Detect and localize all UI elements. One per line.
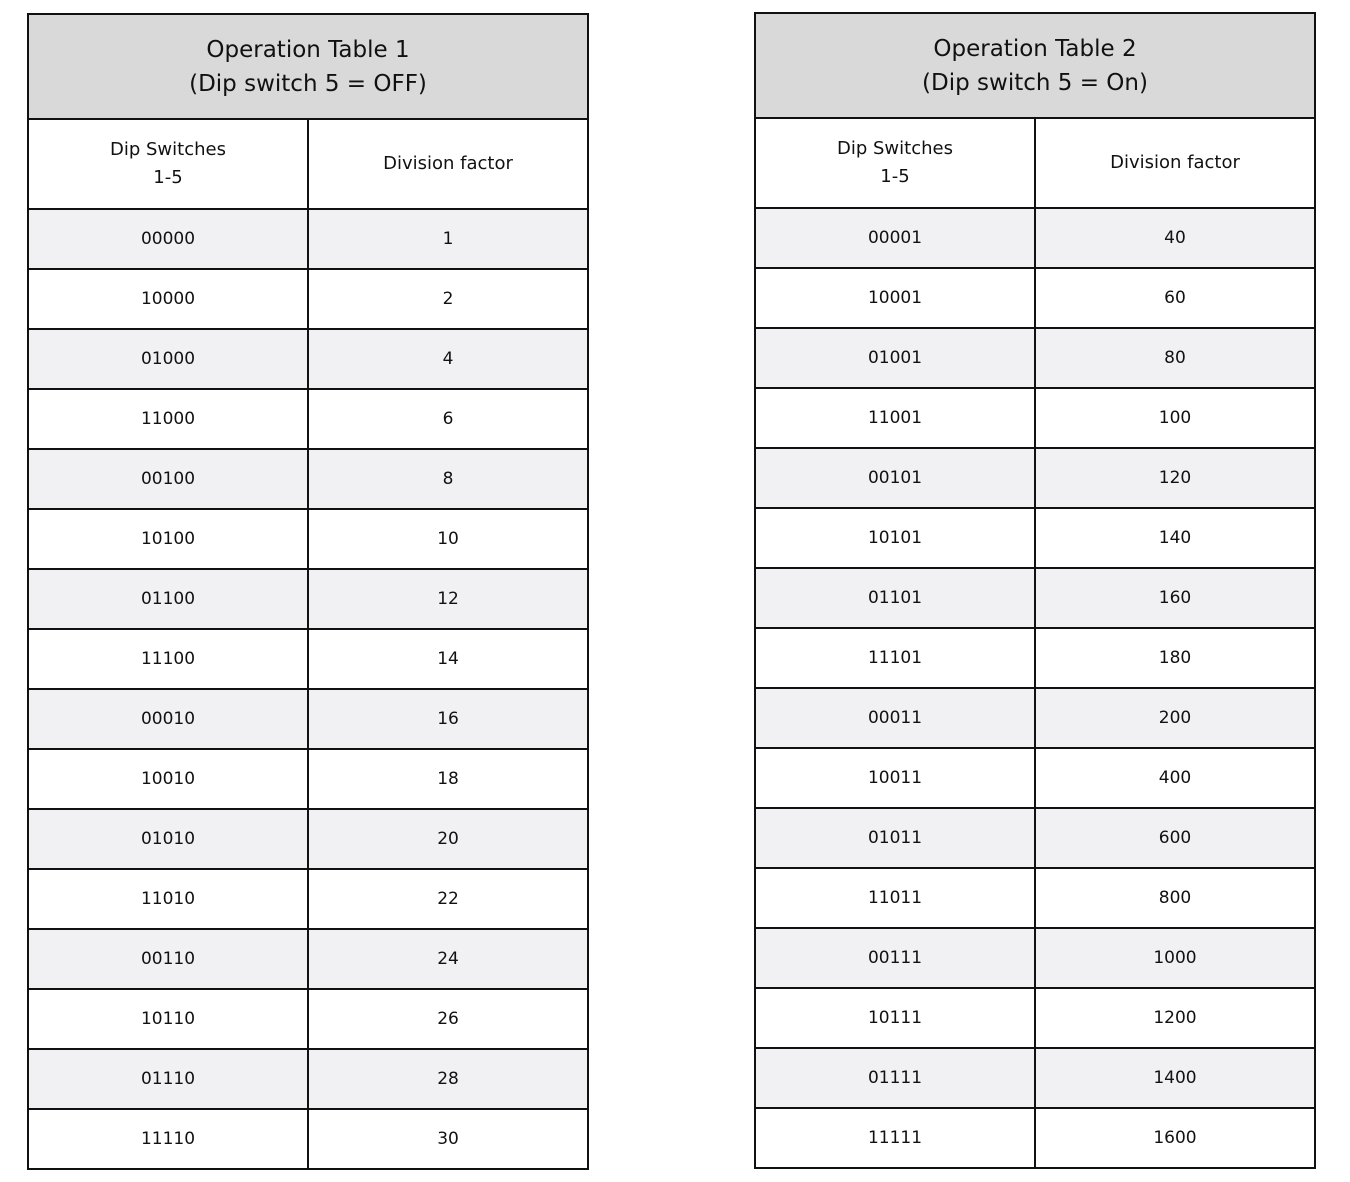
dip-switch-cell: 01111 [755, 1048, 1035, 1108]
table-title-line1: Operation Table 1 [206, 36, 410, 63]
dip-switch-cell: 11011 [755, 868, 1035, 928]
dip-switch-cell: 01010 [28, 809, 308, 869]
division-factor-cell: 200 [1035, 688, 1315, 748]
dip-switch-cell: 10111 [755, 988, 1035, 1048]
division-factor-cell: 60 [1035, 268, 1315, 328]
division-factor-cell: 1400 [1035, 1048, 1315, 1108]
table-title-line1: Operation Table 2 [933, 35, 1137, 62]
table-row [28, 989, 588, 1049]
table-row [28, 929, 588, 989]
table-row [28, 209, 588, 269]
division-factor-cell: 4 [308, 329, 588, 389]
division-factor-cell: 2 [308, 269, 588, 329]
column-header-dip-switches [755, 118, 1035, 208]
division-factor-cell: 30 [308, 1109, 588, 1169]
table-row [755, 508, 1315, 568]
dip-switch-cell: 10101 [755, 508, 1035, 568]
dip-switch-cell: 00000 [28, 209, 308, 269]
column-header-row [28, 119, 588, 209]
table-row [28, 689, 588, 749]
dip-switch-cell: 11000 [28, 389, 308, 449]
table-row [755, 628, 1315, 688]
table-row [28, 869, 588, 929]
dip-switch-cell: 10010 [28, 749, 308, 809]
dip-switch-cell: 10000 [28, 269, 308, 329]
table-row [755, 748, 1315, 808]
division-factor-cell: 160 [1035, 568, 1315, 628]
division-factor-cell: 400 [1035, 748, 1315, 808]
table-row [28, 749, 588, 809]
dip-switch-cell: 01110 [28, 1049, 308, 1109]
table-row [28, 269, 588, 329]
division-factor-cell: 600 [1035, 808, 1315, 868]
division-factor-cell: 80 [1035, 328, 1315, 388]
division-factor-cell: 1200 [1035, 988, 1315, 1048]
dip-switch-cell: 11110 [28, 1109, 308, 1169]
division-factor-cell: 1000 [1035, 928, 1315, 988]
division-factor-cell: 28 [308, 1049, 588, 1109]
division-factor-cell: 6 [308, 389, 588, 449]
division-factor-cell: 100 [1035, 388, 1315, 448]
column-header-division-factor: Division factor [308, 119, 588, 209]
column-header-line2: 1-5 [880, 166, 910, 187]
dip-switch-cell: 11111 [755, 1108, 1035, 1168]
table-row [28, 1109, 588, 1169]
division-factor-cell: 20 [308, 809, 588, 869]
division-factor-cell: 1 [308, 209, 588, 269]
dip-switch-cell: 10011 [755, 748, 1035, 808]
table-title-row [28, 14, 588, 119]
column-header-row [755, 118, 1315, 208]
table-row [28, 329, 588, 389]
division-factor-cell: 180 [1035, 628, 1315, 688]
dip-switch-cell: 01001 [755, 328, 1035, 388]
table-row [755, 388, 1315, 448]
table-row [28, 389, 588, 449]
dip-switch-cell: 00110 [28, 929, 308, 989]
division-factor-cell: 24 [308, 929, 588, 989]
division-factor-cell: 14 [308, 629, 588, 689]
table-row [755, 1108, 1315, 1168]
dip-switch-cell: 01011 [755, 808, 1035, 868]
division-factor-cell: 120 [1035, 448, 1315, 508]
table-title-row [755, 13, 1315, 118]
operation-table-1 [27, 13, 589, 1170]
division-factor-cell: 1600 [1035, 1108, 1315, 1168]
dip-switch-cell: 00111 [755, 928, 1035, 988]
dip-switch-cell: 10100 [28, 509, 308, 569]
table-row [755, 568, 1315, 628]
table-row [755, 688, 1315, 748]
dip-switch-cell: 00101 [755, 448, 1035, 508]
dip-switch-cell: 11010 [28, 869, 308, 929]
dip-switch-cell: 00010 [28, 689, 308, 749]
division-factor-cell: 8 [308, 449, 588, 509]
dip-switch-cell: 10110 [28, 989, 308, 1049]
division-factor-cell: 16 [308, 689, 588, 749]
division-factor-cell: 10 [308, 509, 588, 569]
column-header-division-factor: Division factor [1035, 118, 1315, 208]
table-row [755, 208, 1315, 268]
column-header-dip-switches [28, 119, 308, 209]
division-factor-cell: 22 [308, 869, 588, 929]
table-title [755, 13, 1315, 118]
table-row [755, 268, 1315, 328]
dip-switch-cell: 11100 [28, 629, 308, 689]
table-row [28, 629, 588, 689]
table-row [28, 509, 588, 569]
table-title-line2: (Dip switch 5 = OFF) [189, 70, 427, 97]
operation-table-2 [754, 12, 1316, 1169]
table-row [755, 448, 1315, 508]
table-row [755, 988, 1315, 1048]
table-row [755, 808, 1315, 868]
table-row [28, 809, 588, 869]
column-header-line1: Dip Switches [837, 138, 953, 159]
table-title-line2: (Dip switch 5 = On) [922, 69, 1148, 96]
table-row [755, 328, 1315, 388]
dip-switch-cell: 11101 [755, 628, 1035, 688]
dip-switch-cell: 00011 [755, 688, 1035, 748]
table-row [755, 1048, 1315, 1108]
dip-switch-cell: 10001 [755, 268, 1035, 328]
table-row [28, 449, 588, 509]
dip-switch-cell: 01100 [28, 569, 308, 629]
table-row [28, 1049, 588, 1109]
table-title [28, 14, 588, 119]
table-body [28, 209, 588, 1169]
division-factor-cell: 26 [308, 989, 588, 1049]
division-factor-cell: 140 [1035, 508, 1315, 568]
division-factor-cell: 18 [308, 749, 588, 809]
table-row [755, 868, 1315, 928]
dip-switch-cell: 01101 [755, 568, 1035, 628]
dip-switch-cell: 00001 [755, 208, 1035, 268]
division-factor-cell: 800 [1035, 868, 1315, 928]
table-row [28, 569, 588, 629]
dip-switch-cell: 01000 [28, 329, 308, 389]
dip-switch-cell: 11001 [755, 388, 1035, 448]
division-factor-cell: 12 [308, 569, 588, 629]
table-body [755, 208, 1315, 1168]
division-factor-cell: 40 [1035, 208, 1315, 268]
table-row [755, 928, 1315, 988]
dip-switch-cell: 00100 [28, 449, 308, 509]
column-header-line2: 1-5 [153, 167, 183, 188]
column-header-line1: Dip Switches [110, 139, 226, 160]
